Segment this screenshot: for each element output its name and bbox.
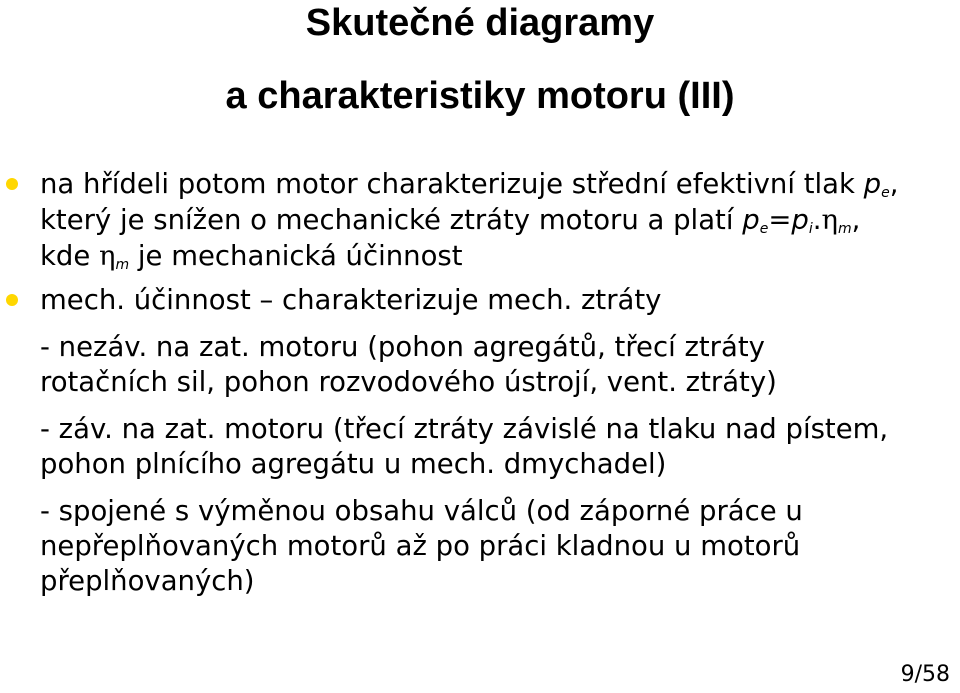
slide-title-line-2: a charakteristiky motoru (III) [225,75,735,117]
bullet2-line8: přeplňovaných) [40,565,255,597]
bullet2-line2: - nezáv. na zat. motoru (pohon agregátů, třecí ztráty [40,331,765,363]
bullet2-line1: mech. účinnost – charakterizuje mech. ztráty [40,284,662,316]
comma: , [889,168,899,200]
pi-symbol [791,204,812,236]
bullet2-line5: pohon plnícího agregátu u mech. dmychadel) [40,448,667,480]
pe-symbol [742,204,768,236]
subscript-i: i [808,221,813,237]
bullet1-line3 [40,240,463,281]
page-number: 9/58 [900,662,950,687]
bullet2-line3: rotačních sil, pohon rozvodového ústrojí, vent. ztráty) [40,366,777,398]
bullet-dot-icon [6,294,18,306]
slide-title-line-1: Skutečné diagramy [305,2,655,44]
bullet-dot-icon [6,178,18,190]
multiply-dot: . [812,204,822,236]
p-letter: p [863,168,882,200]
eta-symbol: η [99,240,116,272]
subscript-m: m [837,221,852,237]
p-letter: p [742,204,760,236]
bullet1-line1-text: na hřídeli potom motor charakterizuje střední efektivní tlak [40,168,864,200]
subscript-e: e [759,221,769,237]
equals-sign: = [768,204,792,236]
bullet1-line2-text: který je snížen o mechanické ztráty motoru a platí [40,204,743,236]
bullet1-line3-post: je mechanická účinnost [129,240,463,272]
bullet1-line1 [40,168,899,209]
eta-symbol: η [821,204,838,236]
pe-symbol [864,168,890,200]
p-letter: p [791,204,809,236]
subscript-m: m [115,257,130,273]
comma: , [851,204,861,236]
bullet1-line2 [40,204,860,245]
bullet2-line6: - spojené s výměnou obsahu válců (od záporné práce u [40,495,803,527]
bullet2-line7: nepřeplňovaných motorů až po práci kladnou u motorů [40,530,801,562]
subscript-e: e [881,185,890,201]
bullet1-line3-pre: kde [40,240,100,272]
bullet2-line4: - záv. na zat. motoru (třecí ztráty závislé na tlaku nad pístem, [40,413,889,445]
